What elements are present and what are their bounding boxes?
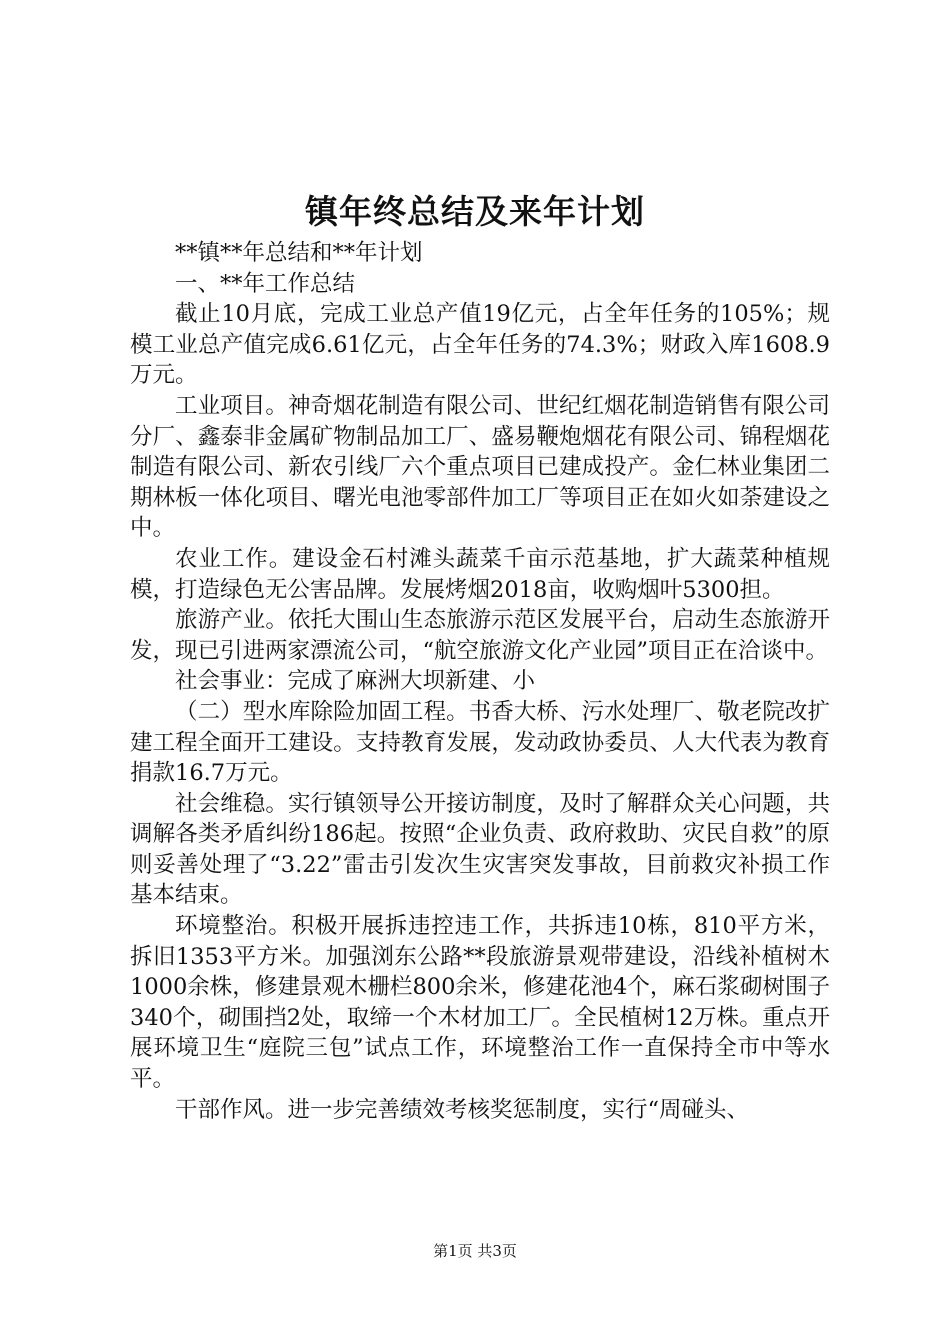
paragraph-stability: 社会维稳。实行镇领导公开接访制度，及时了解群众关心问题，共调解各类矛盾纠纷186起。按照“企业负责、政府救助、灾民自救”的原则妥善处理了“3.22”雷击引发次生灾害突发事故，目前救灾补损工作基本结束。 — [130, 790, 830, 909]
paragraph-cadre-style: 干部作风。进一步完善绩效考核奖惩制度，实行“周碰头、 — [175, 1096, 750, 1123]
paragraph-tourism: 旅游产业。依托大围山生态旅游示范区发展平台，启动生态旅游开发，现已引进两家漂流公司，“航空旅游文化产业园”项目正在洽谈中。 — [130, 607, 830, 664]
page-footer: 第1页 共3页 — [433, 1242, 517, 1260]
paragraph-agriculture: 农业工作。建设金石村滩头蔬菜千亩示范基地，扩大蔬菜种植规模，打造绿色无公害品牌。发展烤烟2018亩，收购烟叶5300担。 — [130, 545, 830, 603]
paragraph-overview: 截止10月底，完成工业总产值19亿元，占全年任务的105%；规模工业总产值完成6.61亿元，占全年任务的74.3%；财政入库1608.9万元。 — [130, 301, 830, 389]
paragraph-subtitle: **镇**年总结和**年计划 — [175, 240, 423, 266]
paragraph-industry: 工业项目。神奇烟花制造有限公司、世纪红烟花制造销售有限公司分厂、鑫泰非金属矿物制品加工厂、盛易鞭炮烟花有限公司、锦程烟花制造有限公司、新农引线厂六个重点项目已建成投产。金仁林业集团二期林板一体化项目、曙光电池零部件加工厂等项目正在如火如荼建设之中。 — [130, 392, 830, 542]
document-title: 镇年终总结及来年计划 — [305, 192, 645, 231]
paragraph-section-heading: 一、**年工作总结 — [175, 270, 356, 297]
paragraph-environment: 环境整治。积极开展拆违控违工作，共拆违10栋，810平方米，拆旧1353平方米。加强浏东公路**段旅游景观带建设，沿线补植树木1000余株，修建景观木栅栏800余米，修建花池4个，麻石浆砌树围子340个，砌围挡2处，取缔一个木材加工厂。全民植树12万株。重点开展环境卫生“庭院三包”试点工作，环境整治工作一直保持全市中等水平。 — [130, 913, 830, 1093]
paragraph-social-affairs: 社会事业：完成了麻洲大坝新建、小 — [175, 668, 536, 695]
paragraph-reservoir: （二）型水库除险加固工程。书香大桥、污水处理厂、敬老院改扩建工程全面开工建设。支持教育发展，发动政协委员、人大代表为教育捐款16.7万元。 — [130, 698, 830, 787]
document-body — [130, 238, 830, 1125]
